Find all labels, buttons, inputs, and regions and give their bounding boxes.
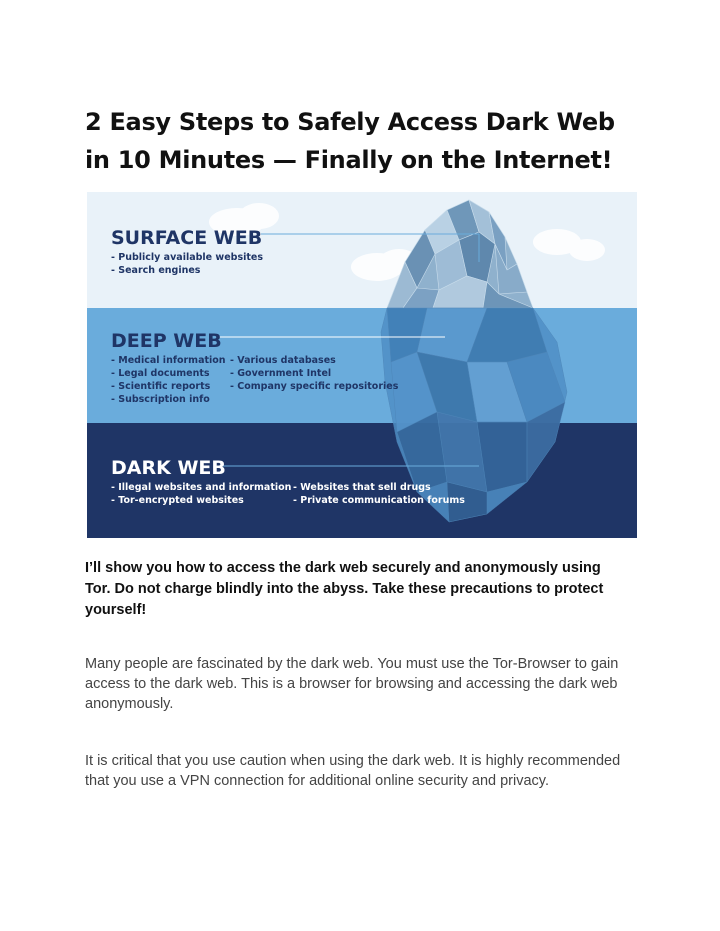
body-paragraph: Many people are fascinated by the dark web. You must use the Tor-Browser to gain access to the dark web. This is a browser for browsing and accessing the dark web anonymously.: [85, 656, 619, 712]
dark-item: - Illegal websites and information: [111, 482, 292, 493]
deep-web-label: DEEP WEB: [111, 330, 222, 352]
article-title: 2 Easy Steps to Safely Access Dark Web in 10 Minutes — Finally on the Internet!: [85, 108, 615, 174]
deep-item: - Scientific reports: [111, 381, 211, 392]
dark-item: - Websites that sell drugs: [293, 482, 431, 493]
surface-item: - Search engines: [111, 265, 201, 276]
surface-web-label: SURFACE WEB: [111, 227, 263, 249]
dark-item: - Private communication forums: [293, 495, 465, 506]
body-paragraph: It is critical that you use caution when using the dark web. It is highly recommended that you use a VPN connection for additional online security and privacy.: [85, 753, 621, 789]
deep-item: - Subscription info: [111, 394, 210, 405]
deep-item: - Medical information: [111, 355, 226, 366]
lead-paragraph: I’ll show you how to access the dark web securely and anonymously using Tor. Do not charge blindly into the abyss. Take these precautions to protect yourself!: [85, 560, 604, 618]
deep-item: - Legal documents: [111, 368, 210, 379]
deep-item: - Various databases: [230, 355, 336, 366]
dark-web-label: DARK WEB: [111, 457, 226, 479]
dark-item: - Tor-encrypted websites: [111, 495, 244, 506]
deep-item: - Company specific repositories: [230, 381, 399, 392]
surface-item: - Publicly available websites: [111, 252, 263, 263]
iceberg-infographic: [87, 192, 637, 538]
deep-item: - Government Intel: [230, 368, 332, 379]
iceberg-svg: [87, 192, 637, 538]
